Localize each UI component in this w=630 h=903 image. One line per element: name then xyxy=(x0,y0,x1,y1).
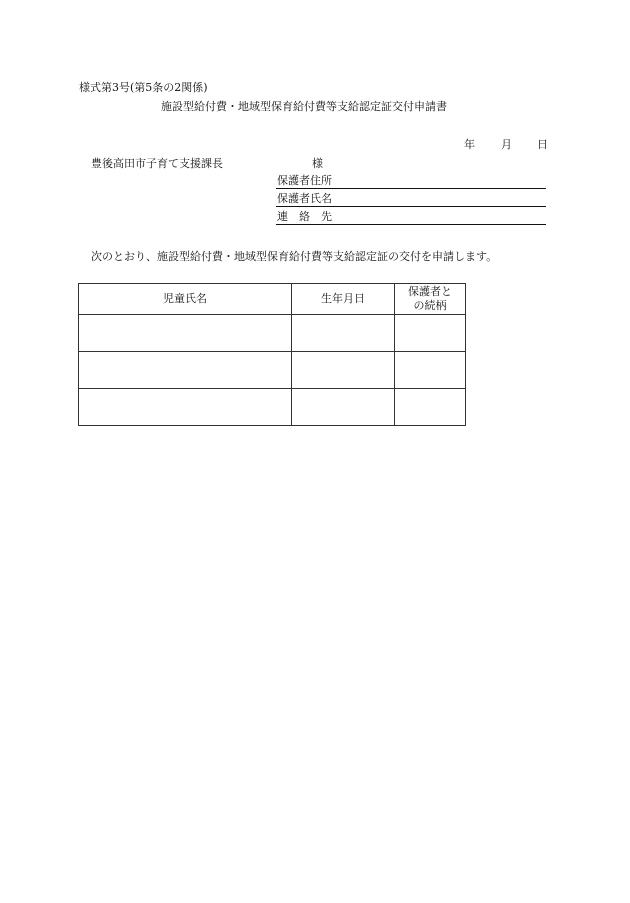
child-name-cell[interactable] xyxy=(79,315,292,352)
guardian-name-field[interactable] xyxy=(276,192,546,207)
header-child-name: 児童氏名 xyxy=(79,284,292,315)
guardian-address-field[interactable] xyxy=(276,174,546,189)
children-table xyxy=(78,283,466,426)
table-row xyxy=(79,389,466,426)
relation-cell[interactable] xyxy=(395,315,466,352)
addressee: 豊後高田市子育て支援課長 xyxy=(91,157,223,170)
relation-cell[interactable] xyxy=(395,389,466,426)
date-year-label: 年 xyxy=(464,138,475,151)
birth-date-cell[interactable] xyxy=(292,389,395,426)
honorific: 様 xyxy=(312,157,323,170)
birth-date-cell[interactable] xyxy=(292,352,395,389)
contact-field[interactable] xyxy=(276,210,546,225)
contact-label: 連絡先 xyxy=(277,210,343,223)
header-birth-date: 生年月日 xyxy=(292,284,395,315)
guardian-address-label: 保護者住所 xyxy=(277,174,332,187)
table-row xyxy=(79,352,466,389)
header-relation-line2: の続柄 xyxy=(413,299,447,312)
header-relation-line1: 保護者と xyxy=(408,285,452,299)
document-title: 施設型給付費・地域型保育給付費等支給認定証交付申請書 xyxy=(161,100,447,113)
request-statement: 次のとおり、施設型給付費・地域型保育給付費等支給認定証の交付を申請します。 xyxy=(91,250,498,263)
table-header-row xyxy=(79,284,466,315)
date-day-label: 日 xyxy=(537,138,548,151)
birth-date-cell[interactable] xyxy=(292,315,395,352)
header-relation xyxy=(395,284,466,315)
child-name-cell[interactable] xyxy=(79,352,292,389)
date-month-label: 月 xyxy=(501,138,512,151)
form-number: 様式第3号(第5条の2関係) xyxy=(79,81,208,94)
relation-cell[interactable] xyxy=(395,352,466,389)
child-name-cell[interactable] xyxy=(79,389,292,426)
guardian-name-label: 保護者氏名 xyxy=(277,192,332,205)
table-row xyxy=(79,315,466,352)
